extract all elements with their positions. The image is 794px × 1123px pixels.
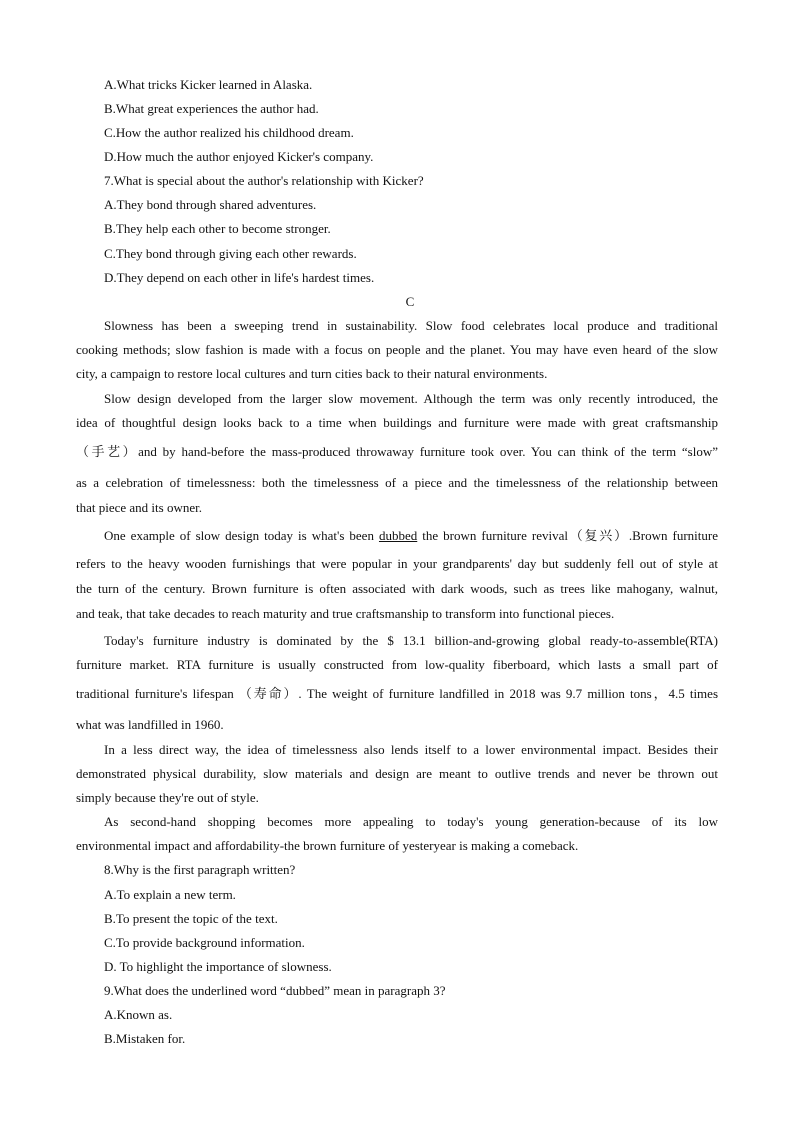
paragraph-line [76,528,718,544]
paragraph-line: As second-hand shopping becomes more appealing to today's young generation-because of its low [104,814,718,829]
q8-option-c: C.To provide background information. [104,935,305,950]
paragraph-5 [76,742,718,806]
q7-option-c: C.They bond through giving each other rewards. [104,246,357,261]
paragraph-line: and teak, that take decades to reach maturity and true craftsmanship to transform into functional pieces. [76,606,615,621]
q7-option-d: D.They depend on each other in life's hardest times. [104,270,375,285]
q7-stem: 7.What is special about the author's relationship with Kicker? [104,173,424,188]
q6-option-c: C.How the author realized his childhood dream. [104,125,354,140]
paragraph-line: refers to the heavy wooden furnishings that were popular in your grandparents' day but suddenly fell out of style at [76,556,718,571]
q9-option-a: A.Known as. [104,1007,173,1022]
paragraph-3 [76,528,718,622]
paragraph-line: cooking methods; slow fashion is made with a focus on people and the planet. You may have even heard of the slow [76,342,718,357]
q6-option-b: B.What great experiences the author had. [104,101,319,116]
paragraph-text: One example of slow design today is what's been [104,528,379,543]
q6-option-d: D.How much the author enjoyed Kicker's company. [104,149,374,164]
paragraph-line: demonstrated physical durability, slow materials and design are meant to outlive trends and never be thrown out [76,766,718,781]
paragraph-line: Slowness has been a sweeping trend in sustainability. Slow food celebrates local produce and traditional [104,318,718,333]
q9-option-b: B.Mistaken for. [104,1031,186,1046]
paragraph-line: In a less direct way, the idea of timelessness also lends itself to a lower environmental impact. Besides their [104,742,718,757]
paragraph-line: simply because they're out of style. [76,790,259,805]
paragraph-line: city, a campaign to restore local cultures and turn cities back to their natural environments. [76,366,548,381]
paragraph-1 [76,318,718,382]
q9-stem: 9.What does the underlined word “dubbed” mean in paragraph 3? [104,983,446,998]
paragraph-line: as a celebration of timelessness: both the timelessness of a piece and the timelessness of the relationship between [76,475,718,490]
paragraph-line: that piece and its owner. [76,500,202,515]
paragraph-6 [76,814,718,854]
paragraph-line: what was landfilled in 1960. [76,717,224,732]
q8-stem: 8.Why is the first paragraph written? [104,862,296,877]
paragraph-line: traditional furniture's lifespan （寿命）. The weight of furniture landfilled in 2018 was 9.7 million tons，4.5 times [76,686,718,701]
paragraph-line: idea of thoughtful design looks back to a time when buildings and furniture were made with great craftsmanship [76,415,718,430]
q8-option-b: B.To present the topic of the text. [104,911,278,926]
paragraph-line: environmental impact and affordability-the brown furniture of yesteryear is making a comeback. [76,838,579,853]
q7-option-b: B.They help each other to become stronger. [104,221,331,236]
q8-option-a: A.To explain a new term. [104,887,236,902]
q7-option-a: A.They bond through shared adventures. [104,197,317,212]
paragraph-4 [76,633,718,733]
paragraph-2 [76,391,718,516]
q8-option-d: D. To highlight the importance of slowness. [104,959,332,974]
paragraph-text: the brown furniture revival（复兴）.Brown furniture [417,528,718,543]
q6-option-a: A.What tricks Kicker learned in Alaska. [104,77,313,92]
paragraph-line: Slow design developed from the larger slow movement. Although the term was only recently introduced, the [104,391,718,406]
underlined-word: dubbed [378,528,418,543]
paragraph-line: the turn of the century. Brown furniture is often associated with dark woods, such as trees like mahogany, walnut, [76,581,718,596]
paragraph-line: Today's furniture industry is dominated by the $ 13.1 billion-and-growing global ready-to-assemble(RTA) [104,633,718,648]
paragraph-line: furniture market. RTA furniture is usually constructed from low-quality fiberboard, which lasts a small part of [76,657,718,672]
paragraph-line: （手艺）and by hand-before the mass-produced throwaway furniture took over. You can think of the term “slow” [76,444,718,459]
section-heading: C [405,294,415,309]
